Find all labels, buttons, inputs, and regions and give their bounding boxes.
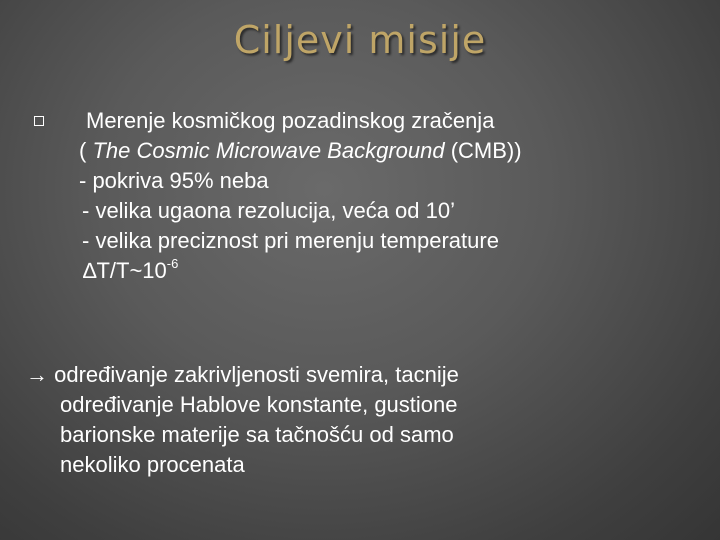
bullet-line-2-close: (CMB)) (444, 138, 522, 163)
conclusion-paragraph (26, 360, 686, 480)
bullet-square-icon (34, 116, 44, 126)
bullet-line-2-italic: The Cosmic Microwave Background (92, 138, 445, 163)
bullet-line-5: - velika preciznost pri merenju temperature (82, 228, 499, 253)
conclusion-line-4: nekoliko procenata (60, 452, 245, 477)
bullet-line-1: Merenje kosmičkog pozadinskog zračenja (86, 108, 495, 133)
conclusion-line-1: → određivanje zakrivljenosti svemira, tacnije (26, 362, 459, 387)
bullet-text (79, 106, 706, 286)
conclusion-line-3: barionske materije sa tačnošću od samo (60, 422, 454, 447)
conclusion-line-2: određivanje Hablove konstante, gustione (60, 392, 458, 417)
slide-title: Ciljevi misije (233, 18, 487, 62)
formula-exponent: -6 (166, 256, 179, 271)
bullet-line-2-open: ( (79, 138, 93, 163)
bullet-line-3: - pokriva 95% neba (79, 168, 269, 193)
bullet-line-6 (83, 256, 706, 286)
bullet-line-2 (79, 136, 706, 166)
formula-base: ∆T/T~10 (83, 258, 167, 283)
bullet-line-4: - velika ugaona rezolucija, veća od 10’ (82, 198, 456, 223)
